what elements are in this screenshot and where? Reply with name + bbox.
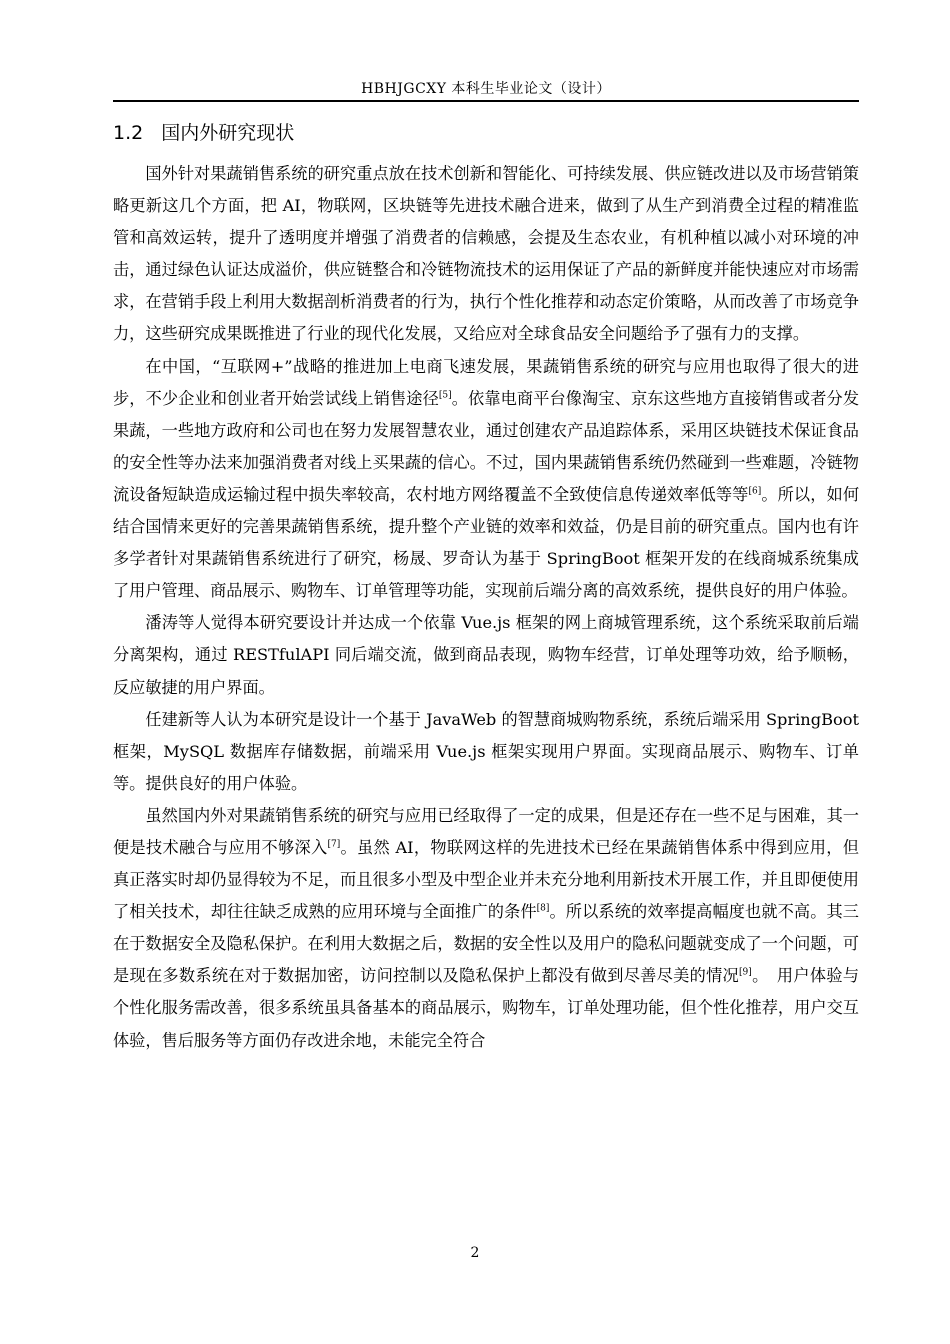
paragraph-text: 国外针对果蔬销售系统的研究重点放在技术创新和智能化、可持续发展、供应链改进以及市场营销策略更新这几个方面，把 AI，物联网，区块链等先进技术融合进来，做到了从生产到消费全过程的精准监管和高效运转，提升了透明度并增强了消费者的信赖感，会提及生态农业，有机种植以减小对环境的冲击，通过绿色认证达成溢价，供应链整合和冷链物流技术的运用保证了产品的新鲜度并能快速应对市场需求，在营销手段上利用大数据剖析消费者的行为，执行个性化推荐和动态定价策略，从而改善了市场竞争力，这些研究成果既推进了行业的现代化发展，又给应对全球食品安全问题给予了强有力的支撑。: [113, 164, 859, 344]
body-text: [113, 158, 859, 1057]
paragraph: [113, 607, 859, 703]
citation-ref: [7]: [327, 839, 341, 850]
paragraph-text: 。 用户体验与个性化服务需改善，很多系统虽具备基本的商品展示，购物车，订单处理功能，但个性化推荐，用户交互体验，售后服务等方面仍存改进余地，未能完全符合: [113, 966, 860, 1050]
paragraph-text: 任建新等人认为本研究是设计一个基于 JavaWeb 的智慧商城购物系统，系统后端采用 SpringBoot 框架，MySQL 数据库存储数据，前端采用 Vue.js 框架实现用户界面。实现商品展示、购物车、订单等。提供良好的用户体验。: [113, 709, 859, 793]
paragraph-text: 。虽然 AI，物联网这样的先进技术已经在果蔬销售体系中得到应用，但真正落实时却仍显得较为不足，而且很多小型及中型企业并未充分地利用新技术开展工作，并且即便使用了相关技术，却往往缺乏成熟的应用环境与全面推广的条件: [113, 837, 859, 922]
paragraph-text: 在中国，“互联网+”战略的推进加上电商飞速发展，果蔬销售系统的研究与应用也取得了很大的进步，不少企业和创业者开始尝试线上销售途径: [113, 356, 859, 408]
paragraph-text: 。所以，如何结合国情来更好的完善果蔬销售系统，提升整个产业链的效率和效益，仍是目前的研究重点。国内也有许多学者针对果蔬销售系统进行了研究，杨晟、罗奇认为基于 SpringBoot 框架开发的在线商城系统集成了用户管理、商品展示、购物车、订单管理等功能，实现前后端分离的高效系统，提供良好的用户体验。: [113, 484, 860, 601]
citation-ref: [5]: [438, 390, 452, 401]
header-rule: [113, 100, 859, 102]
page-number: 2: [470, 1245, 480, 1261]
page-header: HBHJGCXY 本科生毕业论文（设计）: [361, 81, 611, 97]
paragraph-text: 。依靠电商平台像淘宝、京东这些地方直接销售或者分发果蔬，一些地方政府和公司也在努力发展智慧农业，通过创建农产品追踪体系，采用区块链技术保证食品的安全性等办法来加强消费者对线上买果蔬的信心。不过，国内果蔬销售系统仍然碰到一些难题，冷链物流设备短缺造成运输过程中损失率较高，农村地方网络覆盖不全致使信息传递效率低等等: [113, 388, 860, 504]
citation-ref: [8]: [536, 903, 550, 914]
section-title: 国内外研究现状: [161, 122, 295, 144]
paragraph-text: 虽然国内外对果蔬销售系统的研究与应用已经取得了一定的成果，但是还存在一些不足与困难，其一便是技术融合与应用不够深入: [113, 805, 859, 857]
paragraph: [113, 704, 859, 800]
paragraph-text: 。所以系统的效率提高幅度也就不高。其三在于数据安全及隐私保护。在利用大数据之后，数据的安全性以及用户的隐私问题就变成了一个问题，可是现在多数系统在对于数据加密，访问控制以及隐私保护上都没有做到尽善尽美的情况: [113, 902, 859, 986]
section-heading: [113, 118, 294, 145]
paragraph: [113, 158, 859, 351]
citation-ref: [6]: [748, 486, 762, 497]
paragraph-text: 潘涛等人觉得本研究要设计并达成一个依靠 Vue.js 框架的网上商城管理系统，这个系统采取前后端分离架构，通过 RESTfulAPI 同后端交流，做到商品表现，购物车经营，订单处理等功效，给予顺畅，反应敏捷的用户界面。: [113, 613, 859, 697]
section-number: 1.2: [113, 122, 144, 144]
paragraph: [113, 351, 859, 608]
paragraph: [113, 800, 859, 1057]
citation-ref: [9]: [739, 967, 752, 978]
